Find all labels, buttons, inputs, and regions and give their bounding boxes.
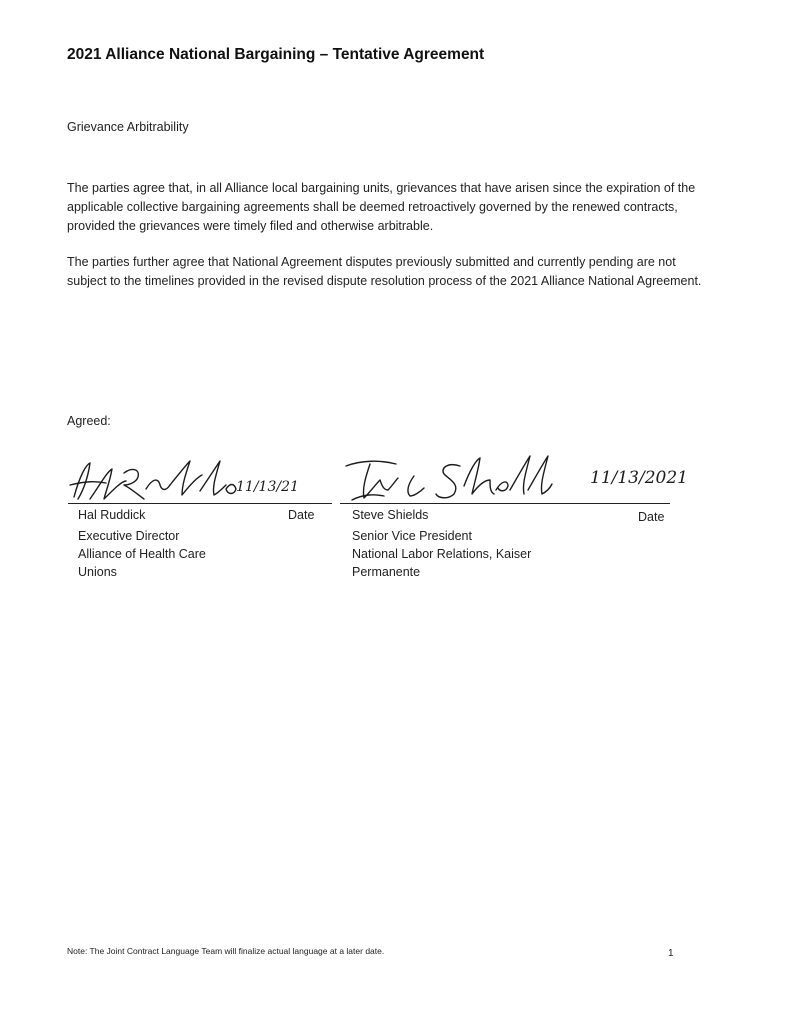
signatory-title-line: Permanente — [352, 565, 421, 579]
signature-block-hal-ruddick — [66, 455, 336, 595]
signature-line — [340, 503, 670, 504]
paragraph-1: The parties agree that, in all Alliance local bargaining units, grievances that have arisen since the expiration of the applicable collective bargaining agreements shall be deemed retroactively governed by the renewed contracts, provided the grievances were timely filed and otherwise arbitrable. — [67, 181, 696, 233]
steve-shields-handwritten-date: 11/13/2021 — [590, 468, 688, 488]
signatory-title-line: Executive Director — [78, 529, 180, 543]
signatory-title-line: Unions — [78, 565, 117, 579]
signatory-title-line: Alliance of Health Care — [78, 547, 206, 561]
signature-line — [68, 503, 332, 504]
signatory-title-lines — [352, 527, 531, 581]
document-title: 2021 Alliance National Bargaining – Tentative Agreement — [67, 46, 485, 63]
signatory-name: Steve Shields — [352, 508, 429, 522]
signatory-name: Hal Ruddick — [78, 508, 146, 522]
footnote: Note: The Joint Contract Language Team will finalize actual language at a later date. — [67, 946, 385, 956]
agreed-label: Agreed: — [67, 414, 111, 428]
signatory-title-lines — [78, 527, 206, 581]
signature-block-steve-shields — [340, 450, 700, 590]
date-label: Date — [288, 508, 315, 522]
signatory-title-line: National Labor Relations, Kaiser — [352, 547, 532, 561]
page-number: 1 — [668, 948, 674, 959]
section-heading: Grievance Arbitrability — [67, 120, 189, 134]
hal-ruddick-handwritten-date: 11/13/21 — [236, 479, 299, 495]
signatory-title-line: Senior Vice President — [352, 529, 472, 543]
date-label: Date — [638, 510, 665, 524]
paragraph-2: The parties further agree that National Agreement disputes previously submitted and currently pending are not subject to the timelines provided in the revised dispute resolution process of the 2021 Alliance National Agreement. — [67, 255, 702, 288]
